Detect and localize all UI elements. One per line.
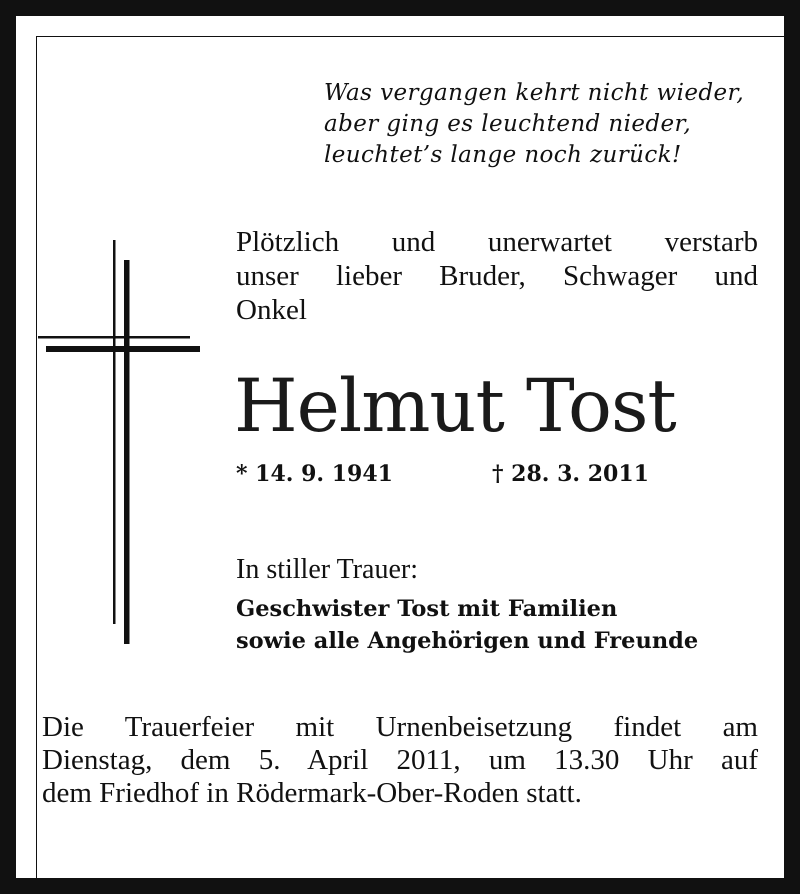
funeral-line: Dienstag, dem 5. April 2011, um 13.30 Uhr auf (42, 744, 758, 776)
announcement-line: Onkel (236, 294, 307, 326)
funeral-line: Die Trauerfeier mit Urnenbeisetzung findet am (42, 711, 758, 743)
death-date: † 28. 3. 2011 (492, 461, 649, 487)
mourning-label: In stiller Trauer: (236, 554, 418, 585)
announcement-line: Plötzlich und unerwartet verstarb (236, 226, 758, 258)
poem-line: aber ging es leuchtend nieder, (324, 111, 692, 137)
poem-line: leuchtet’s lange noch zurück! (324, 142, 682, 168)
mourners (236, 593, 766, 657)
birth-date: * 14. 9. 1941 (236, 461, 393, 487)
deceased-name: Helmut Tost (234, 364, 676, 449)
death-announcement (236, 225, 758, 327)
funeral-line: dem Friedhof in Rödermark-Ober-Roden statt. (42, 777, 582, 809)
mourner-line: Geschwister Tost mit Familien (236, 596, 618, 622)
cross-icon (36, 240, 202, 646)
poem-quote (324, 78, 764, 171)
funeral-notice (42, 711, 758, 810)
poem-line: Was vergangen kehrt nicht wieder, (324, 80, 745, 106)
announcement-line: unser lieber Bruder, Schwager und (236, 260, 758, 292)
mourner-line: sowie alle Angehörigen und Freunde (236, 628, 699, 654)
